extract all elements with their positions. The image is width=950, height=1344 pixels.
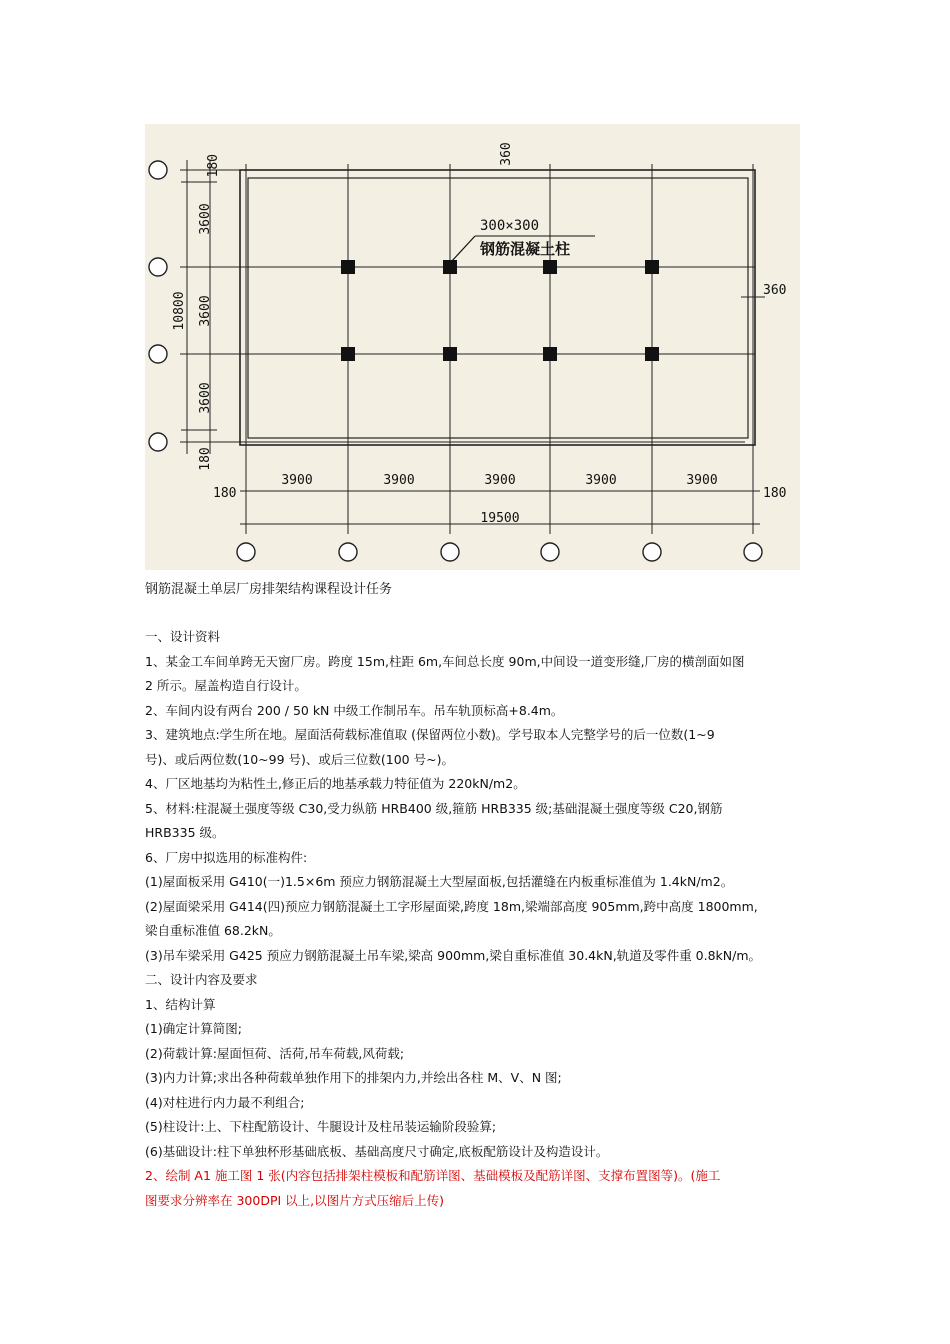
text-line: 图要求分辨率在 300DPI 以上,以图片方式压缩后上传) <box>145 1192 445 1208</box>
text-line: 2 所示。屋盖构造自行设计。 <box>145 678 307 693</box>
text-line: (3)吊车梁采用 G425 预应力钢筋混凝土吊车梁,梁高 900mm,梁自重标准值 30.4kN,轨道及零件重 0.8kN/m。 <box>145 947 762 963</box>
column-callout-name: 钢筋混凝土柱 <box>480 240 571 258</box>
dim-row-1: 3600 <box>198 203 213 235</box>
dim-total-length: 19500 <box>480 511 520 526</box>
column-marker <box>543 347 557 361</box>
task-body <box>145 625 815 1213</box>
dim-bay-4: 3900 <box>585 473 617 488</box>
text-line: (3)内力计算;求出各种荷载单独作用下的排架内力,并绘出各柱 M、V、N 图; <box>145 1070 562 1085</box>
dim-row-2: 3600 <box>198 295 213 327</box>
dim-bay-5: 3900 <box>686 473 718 488</box>
dim-left-edge: 180 <box>213 486 237 501</box>
dim-bay-3: 3900 <box>484 473 516 488</box>
dim-top-offset: 360 <box>499 142 514 166</box>
text-line: 2、绘制 A1 施工图 1 张(内容包括排架柱模板和配筋详图、基础模板及配筋详图、支撑布置图等)。(施工 <box>145 1168 721 1183</box>
text-line: 二、设计内容及要求 <box>145 972 258 987</box>
dim-row-3: 3600 <box>198 382 213 414</box>
text-line: (1)屋面板采用 G410(一)1.5×6m 预应力钢筋混凝土大型屋面板,包括灌缝在内板重标准值为 1.4kN/m2。 <box>145 874 734 889</box>
column-marker <box>443 347 457 361</box>
text-line: 1、某金工车间单跨无天窗厂房。跨度 15m,柱距 6m,车间总长度 90m,中间设一道变形缝,厂房的横剖面如图 <box>145 653 745 669</box>
column-marker <box>645 347 659 361</box>
text-line: HRB335 级。 <box>145 825 225 840</box>
floor-plan-figure <box>145 124 800 570</box>
text-line: (6)基础设计:柱下单独杯形基础底板、基础高度尺寸确定,底板配筋设计及构造设计。 <box>145 1143 609 1159</box>
text-line: 5、材料:柱混凝土强度等级 C30,受力纵筋 HRB400 级,箍筋 HRB335 级;基础混凝土强度等级 C20,钢筋 <box>145 800 723 816</box>
text-line: (1)确定计算简图; <box>145 1021 242 1036</box>
dim-right-offset: 360 <box>763 283 787 298</box>
text-line: 一、设计资料 <box>145 629 221 644</box>
dim-bay-2: 3900 <box>383 473 415 488</box>
text-line: 号)、或后两位数(10~99 号)、或后三位数(100 号~)。 <box>145 751 454 767</box>
text-line: 2、车间内设有两台 200 / 50 kN 中级工作制吊车。吊车轨顶标高+8.4m。 <box>145 702 564 718</box>
column-marker <box>645 260 659 274</box>
text-line: (2)荷载计算:屋面恒荷、活荷,吊车荷载,风荷载; <box>145 1045 405 1061</box>
dim-top-edge: 180 <box>206 154 221 178</box>
dim-right-edge: 180 <box>763 486 787 501</box>
floor-plan-drawing <box>145 124 800 570</box>
text-line: 4、厂区地基均为粘性土,修正后的地基承载力特征值为 220kN/m2。 <box>145 776 526 791</box>
text-line: 1、结构计算 <box>145 996 216 1012</box>
column-marker <box>443 260 457 274</box>
text-line: (5)柱设计:上、下柱配筋设计、牛腿设计及柱吊装运输阶段验算; <box>145 1119 497 1134</box>
text-line: (4)对柱进行内力最不利组合; <box>145 1094 305 1110</box>
column-marker <box>341 347 355 361</box>
text-line: (2)屋面梁采用 G414(四)预应力钢筋混凝土工字形屋面梁,跨度 18m,梁端部高度 905mm,跨中高度 1800mm, <box>145 898 758 914</box>
dim-total-depth: 10800 <box>172 291 187 331</box>
column-marker <box>543 260 557 274</box>
text-line: 6、厂房中拟选用的标准构件: <box>145 849 308 865</box>
text-line: 梁自重标准值 68.2kN。 <box>145 923 281 938</box>
figure-caption: 钢筋混凝土单层厂房排架结构课程设计任务 <box>145 582 393 597</box>
text-line: 3、建筑地点:学生所在地。屋面活荷载标准值取 (保留两位小数)。学号取本人完整学号的后一位数(1~9 <box>145 727 715 742</box>
column-marker <box>341 260 355 274</box>
column-callout-size: 300×300 <box>480 218 540 234</box>
dim-bay-1: 3900 <box>281 473 313 488</box>
dim-bottom-edge: 180 <box>198 447 213 471</box>
